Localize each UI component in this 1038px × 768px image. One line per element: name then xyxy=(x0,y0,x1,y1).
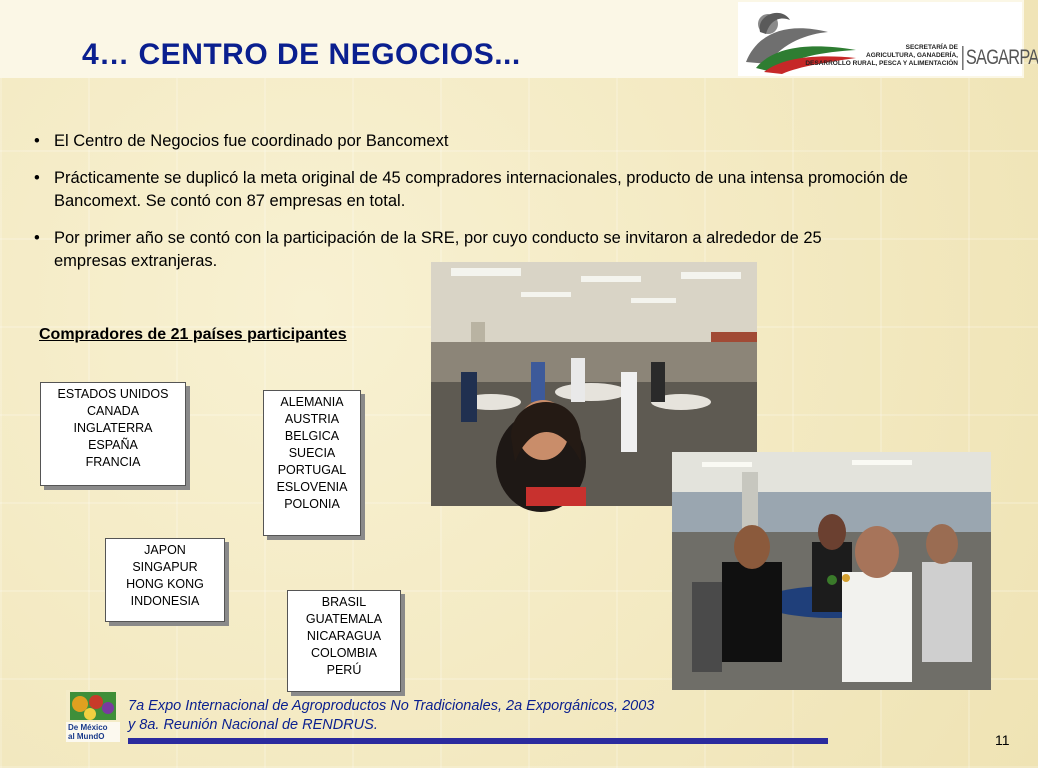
country-name: INDONESIA xyxy=(130,594,200,608)
photo-2-scene xyxy=(672,452,991,690)
country-name: CANADA xyxy=(86,404,140,418)
bullet-text: Por primer año se contó con la participación de la SRE, por cuyo conducto se invitaron a alrededor de 25 empresas extranjeras. xyxy=(54,229,822,270)
country-name: BELGICA xyxy=(284,429,340,443)
country-name: NICARAGUA xyxy=(306,629,382,643)
secretaria-label xyxy=(796,44,958,68)
footer-logo-text-1: De México xyxy=(68,723,108,732)
country-group-box xyxy=(105,538,225,622)
country-name: PORTUGAL xyxy=(277,463,347,477)
footer-line-1: 7a Expo Internacional de Agroproductos No Tradicionales, 2a Exporgánicos, 2003 xyxy=(128,698,655,714)
de-mexico-al-mundo-logo xyxy=(66,690,120,742)
country-name: INGLATERRA xyxy=(73,421,153,435)
country-name: ESPAÑA xyxy=(88,438,138,452)
country-name: PERÚ xyxy=(326,663,362,677)
bullet-text: Prácticamente se duplicó la meta original de 45 compradores internacionales, producto de una intensa promoción de Bancomext. Se contó con 87 empresas en total. xyxy=(54,169,908,210)
country-name: ALEMANIA xyxy=(280,395,344,409)
country-name: FRANCIA xyxy=(85,455,141,469)
country-name: JAPON xyxy=(144,543,186,557)
bullet-text: El Centro de Negocios fue coordinado por Bancomext xyxy=(54,132,449,150)
sagarpa-acronym: SAGARPA xyxy=(962,46,1038,70)
country-name: ESTADOS UNIDOS xyxy=(57,387,169,401)
country-group-box xyxy=(263,390,361,536)
business-center-photo-2 xyxy=(672,452,991,690)
secretaria-line-3: DESARROLLO RURAL, PESCA Y ALIMENTACIÓN xyxy=(805,60,958,67)
secretaria-line-1: SECRETARÍA DE xyxy=(905,44,958,51)
country-name: BRASIL xyxy=(321,595,367,609)
slide-title: 4… CENTRO DE NEGOCIOS... xyxy=(82,38,521,71)
footer-logo-text-2: al MundO xyxy=(68,732,105,741)
bullet-item xyxy=(34,130,914,153)
sagarpa-logo xyxy=(738,2,1038,76)
country-name: POLONIA xyxy=(284,497,340,511)
country-group-box xyxy=(287,590,401,692)
country-name: GUATEMALA xyxy=(305,612,383,626)
buyers-subheading: Compradores de 21 países participantes xyxy=(39,326,347,343)
country-name: SINGAPUR xyxy=(132,560,198,574)
bullet-symbol: • xyxy=(34,132,40,150)
country-group-box xyxy=(40,382,186,486)
secretaria-line-2: AGRICULTURA, GANADERÍA, xyxy=(866,52,958,59)
bullet-symbol: • xyxy=(34,169,40,187)
country-name: ESLOVENIA xyxy=(276,480,348,494)
de-mexico-al-mundo-icon xyxy=(66,690,120,742)
country-name: SUECIA xyxy=(288,446,336,460)
footer-rule xyxy=(128,738,828,744)
bullet-symbol: • xyxy=(34,229,40,247)
country-name: HONG KONG xyxy=(126,577,204,591)
country-name: AUSTRIA xyxy=(284,412,340,426)
bullet-item xyxy=(34,167,924,213)
country-name: COLOMBIA xyxy=(311,646,377,660)
page-number: 11 xyxy=(995,732,1010,748)
footer-line-2: y 8a. Reunión Nacional de RENDRUS. xyxy=(128,717,378,733)
footer-caption xyxy=(128,697,788,735)
